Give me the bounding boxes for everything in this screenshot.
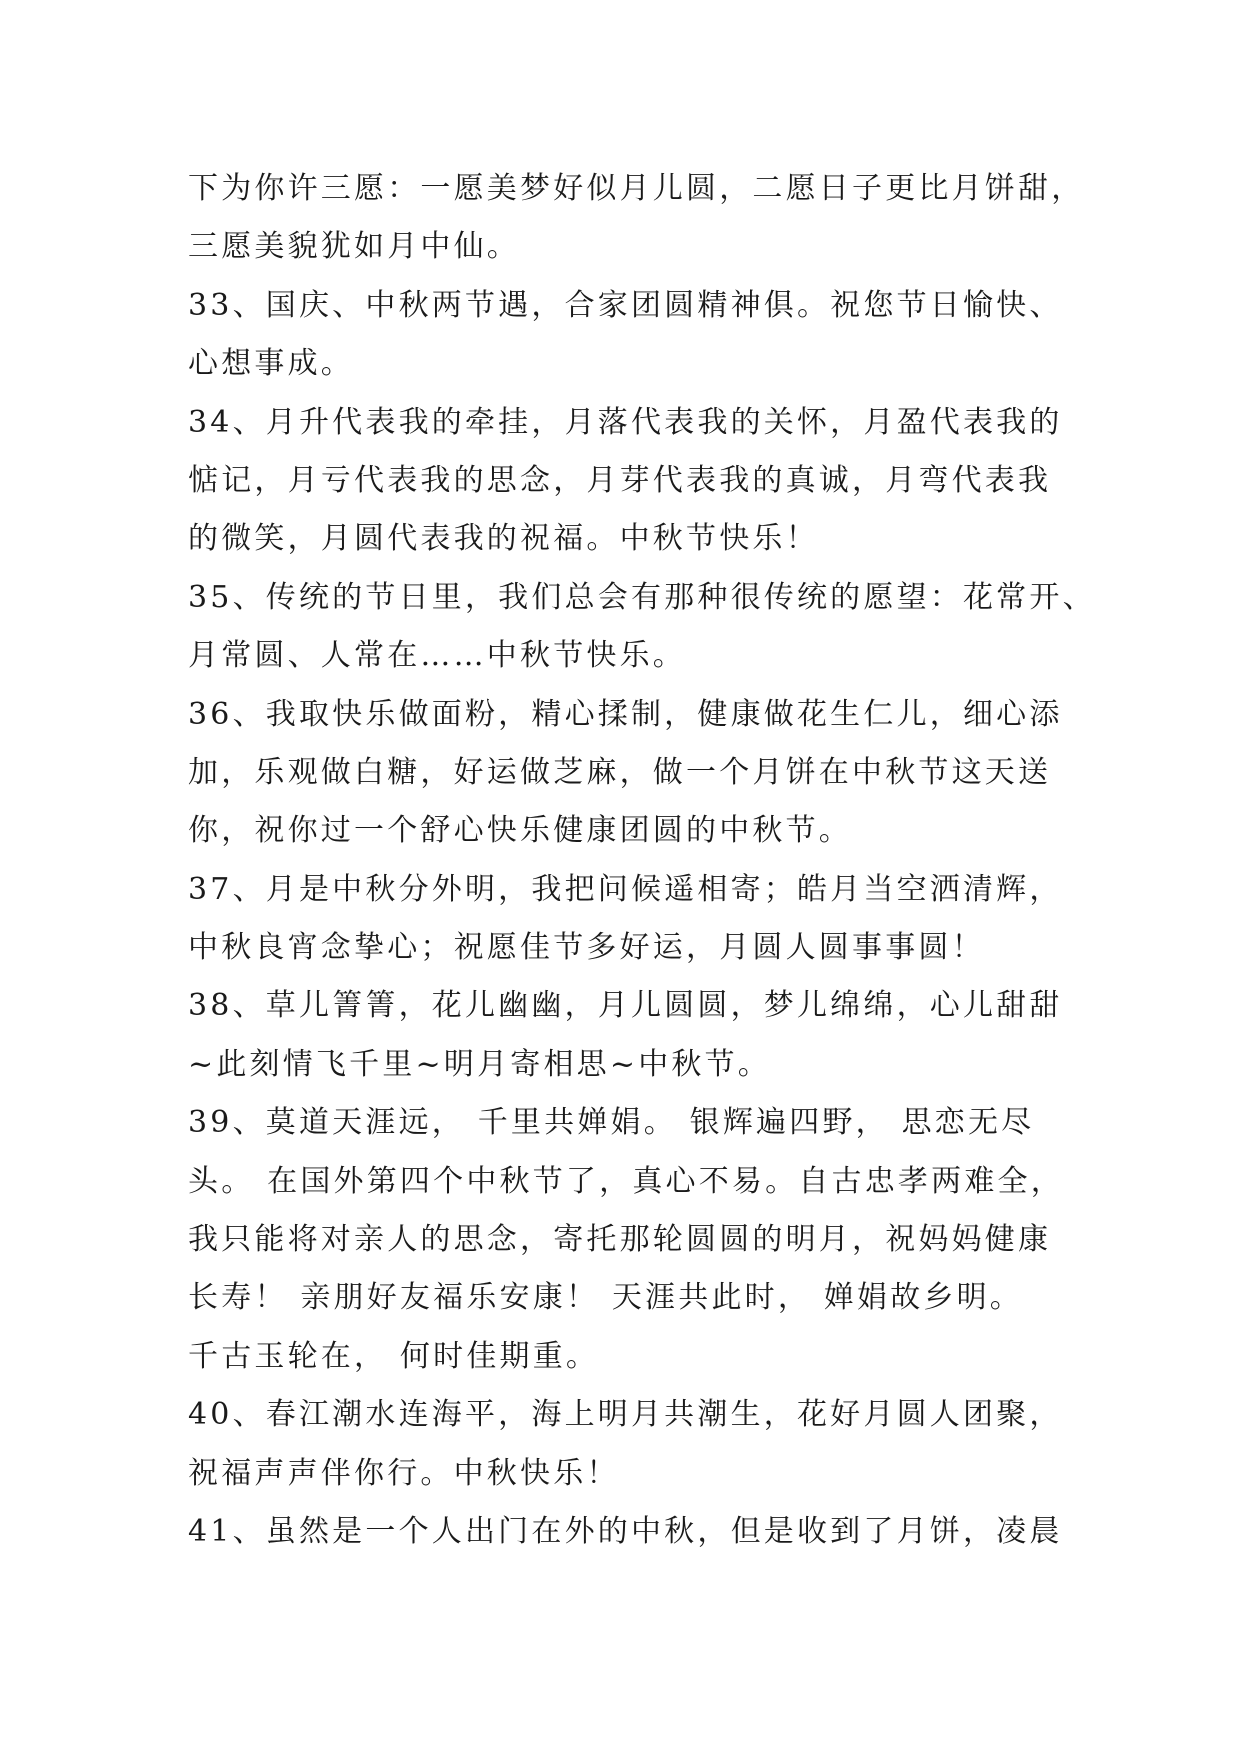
text-line: 月常圆、人常在……中秋节快乐。 [188, 638, 686, 674]
text-line: 的微笑，月圆代表我的祝福。中秋节快乐！ [188, 521, 819, 557]
text-line: 35、传统的节日里，我们总会有那种很传统的愿望：花常开、 [188, 579, 1096, 615]
text-line: 中秋良宵念挚心；祝愿佳节多好运，月圆人圆事事圆！ [188, 930, 985, 966]
text-line: 千古玉轮在， 何时佳期重。 [188, 1338, 600, 1374]
text-line: ~此刻情飞千里~明月寄相思~中秋节。 [188, 1046, 772, 1082]
text-line: 心想事成。 [188, 346, 354, 382]
text-line: 33、国庆、中秋两节遇，合家团圆精神俱。祝您节日愉快、 [188, 287, 1063, 323]
text-line: 41、虽然是一个人出门在外的中秋，但是收到了月饼，凌晨 [188, 1513, 1063, 1549]
text-line: 惦记，月亏代表我的思念，月芽代表我的真诚，月弯代表我 [188, 462, 1052, 498]
text-line: 祝福声声伴你行。中秋快乐！ [188, 1455, 620, 1491]
text-line: 长寿！ 亲朋好友福乐安康！ 天涯共此时， 婵娟故乡明。 [188, 1280, 1024, 1316]
document-body [188, 160, 1096, 1561]
text-line: 38、草儿箐箐，花儿幽幽，月儿圆圆，梦儿绵绵，心儿甜甜 [188, 988, 1063, 1024]
text-line: 39、莫道天涯远， 千里共婵娟。 银辉遍四野， 思恋无尽 [188, 1105, 1035, 1141]
text-line: 36、我取快乐做面粉，精心揉制，健康做花生仁儿，细心添 [188, 696, 1063, 732]
text-line: 下为你许三愿：一愿美梦好似月儿圆，二愿日子更比月饼甜， [188, 171, 1085, 206]
text-line: 34、月升代表我的牵挂，月落代表我的关怀，月盈代表我的 [188, 404, 1063, 440]
text-line: 40、春江潮水连海平，海上明月共潮生，花好月圆人团聚， [188, 1397, 1063, 1433]
text-line: 我只能将对亲人的思念，寄托那轮圆圆的明月，祝妈妈健康 [188, 1222, 1052, 1258]
text-line: 你，祝你过一个舒心快乐健康团圆的中秋节。 [188, 813, 852, 849]
text-line: 加，乐观做白糖，好运做芝麻，做一个月饼在中秋节这天送 [188, 754, 1052, 790]
text-line: 三愿美貌犹如月中仙。 [188, 229, 520, 265]
text-line: 头。 在国外第四个中秋节了，真心不易。自古忠孝两难全， [188, 1163, 1064, 1199]
text-line: 37、月是中秋分外明，我把问候遥相寄；皓月当空洒清辉， [188, 871, 1063, 907]
